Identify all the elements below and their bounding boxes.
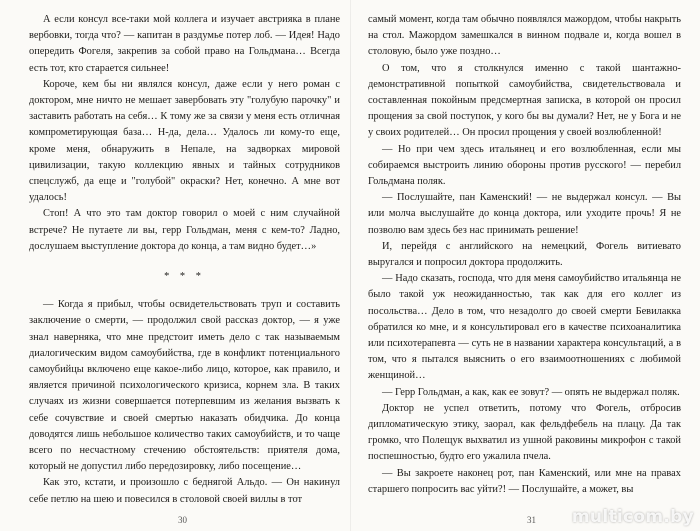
paragraph: — Вы закроете наконец рот, пан Каменский, или мне на правах старшего попросить вас уйти?! — Послушайте, а может, вы [368, 467, 681, 495]
paragraph: Короче, кем бы ни являлся консул, даже если у него роман с доктором, мне ничто не мешает завербовать эту "голубую парочку" и заставить работать на себя… К тому же за связи у меня есть отличная компрометирующая база… Н-да, дела… Удалось ли кому-то еще, кроме меня, обнаружить в Непале, на задворках мировой цивилизации, такую коллекцию явных и тайных сотрудников спецслужб, да еще и "голубой" окраски? Нет, конечно. А мне вот удалось! [29, 78, 340, 204]
paragraph: А если консул все-таки мой коллега и изучает австрияка в плане вербовки, тогда что? — капитан в раздумье потер лоб. — Идея! Надо опередить Фогеля, закрепив за собой право на Гольдмана… Всегда есть тот, кто старается сильнее! [29, 14, 340, 74]
paragraph: О том, что я столкнулся именно с такой шантажно-демонстративной попыткой самоубийства, свидетельствовала и составленная покойным предсмертная записка, в которой он просил прощения за свой поступок, у кого бы вы думали? Нет, не у Бога и не у своих родителей… Он просил прощения у своей возлюбленной! [368, 62, 681, 139]
watermark-logo: multicom.by [571, 507, 694, 527]
paragraph: — Послушайте, пан Каменский! — не выдержал консул. — Вы или молча выслушайте до конца доктора, или уходите прочь! Я не позволю вам здесь без нас принимать решение! [368, 192, 681, 236]
paragraph: Стоп! А что это там доктор говорил о моей с ним случайной встрече? Не путаете ли вы, герр Гольдман, меня с кем-то? Ладно, дослушаем выступление доктора до конца, а там видно будет…» [29, 208, 340, 252]
page-number-right: 31 [527, 515, 536, 525]
paragraph: И, перейдя с английского на немецкий, Фогель витиевато выругался и попросил доктора продолжить. [368, 240, 681, 269]
paragraph: — Герр Гольдман, а как, как ее зовут? — опять не выдержал поляк. [382, 386, 680, 398]
paragraph: — Но при чем здесь итальянец и его возлюбленная, если мы собираемся выстроить линию обороны против русского! — перебил Гольдмана поляк. [368, 143, 681, 188]
page-number-left: 30 [178, 515, 187, 525]
right-page [368, 12, 681, 509]
book-gutter [350, 0, 351, 531]
paragraph: — Когда я прибыл, чтобы освидетельствовать труп и составить заключение о смерти, — продолжил свой рассказ доктор, — я уже знал наверняка, что мне предстоит иметь дело с так называемым диалогическим видом самоубийства, где в конфликт потенциального самоубийцы включено еще какое-либо лицо, которое, как правило, и является причиной психологического кризиса, корнем зла. В таких случаях из жизни совершается потерпевшим из желания вызвать к себе сочувствие и своей смертью наказать обидчика. До конца доводятся лишь небольшое количество таких самоубийств, и то чаще всего по несчастному стечению обстоятельств: приятеля дома, который не допустил либо передозировку, либо посещение… [29, 299, 340, 473]
section-separator: * * * [164, 271, 205, 283]
paragraph: Доктор не успел ответить, потому что Фогель, отбросив дипломатическую этику, заорал, как фельдфебель на плацу. Да так громко, что Полещук выхватил из ушной раковины микрофон с такой поспешностью, будто его ужалила пчела. [368, 402, 681, 463]
paragraph: — Надо сказать, господа, что для меня самоубийство итальянца не было такой уж неожиданностью, так как для его коллег из посольства… Дело в том, что незадолго до своей смерти Бевилакка обратился ко мне, и я консультировал его в качестве психоаналитика или психотерапевта — суть не в названии характера консультаций, а в том, что я пытался выяснить о его взаимоотношениях с любимой женщиной… [368, 273, 681, 382]
left-page [29, 12, 340, 509]
paragraph: самый момент, когда там обычно появлялся мажордом, чтобы накрыть на стол. Мажордом замешкался в винном подвале и, когда вошел в столовую, было уже поздно… [368, 14, 681, 58]
paragraph: Как это, кстати, и произошло с беднягой Альдо. — Он накинул себе петлю на шею и повесился в столовой своей виллы в тот [29, 477, 340, 505]
